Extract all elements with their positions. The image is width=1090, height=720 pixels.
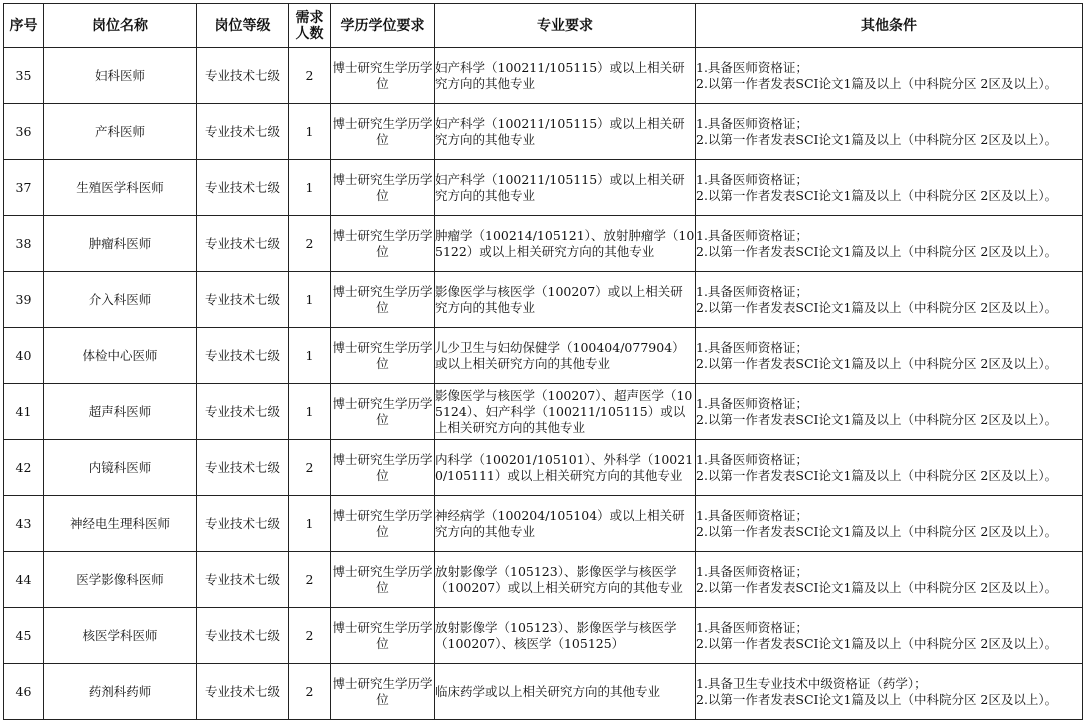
other-condition-2: 2.以第一作者发表SCI论文1篇及以上（中科院分区 2区及以上）。 (696, 411, 1058, 427)
post-name-cell: 内镜科医师 (44, 440, 197, 496)
recruitment-table (3, 3, 1083, 720)
header-other: 其他条件 (696, 4, 1083, 48)
major-cell (435, 160, 696, 216)
major-cell (435, 328, 696, 384)
other-condition-1: 1.具备医师资格证； (696, 507, 808, 523)
major-cell (435, 104, 696, 160)
other-condition-2: 2.以第一作者发表SCI论文1篇及以上（中科院分区 2区及以上）。 (696, 467, 1058, 483)
degree-text: 博士研究生学历学位 (332, 507, 433, 539)
other-condition-1: 1.具备医师资格证； (696, 395, 808, 411)
other-conditions-cell (696, 608, 1083, 664)
post-level-cell: 专业技术七级 (197, 216, 289, 272)
degree-text: 博士研究生学历学位 (332, 59, 433, 91)
table-row (4, 496, 1083, 552)
table-row (4, 608, 1083, 664)
major-cell (435, 272, 696, 328)
header-post-name: 岗位名称 (44, 4, 197, 48)
other-conditions-cell (696, 216, 1083, 272)
other-condition-2: 2.以第一作者发表SCI论文1篇及以上（中科院分区 2区及以上）。 (696, 187, 1058, 203)
major-cell (435, 496, 696, 552)
table-row (4, 384, 1083, 440)
major-text: 妇产科学（100211/105115）或以上相关研究方向的其他专业 (435, 59, 685, 91)
degree-text: 博士研究生学历学位 (332, 283, 433, 315)
other-condition-2: 2.以第一作者发表SCI论文1篇及以上（中科院分区 2区及以上）。 (696, 523, 1058, 539)
other-condition-1: 1.具备医师资格证； (696, 619, 808, 635)
other-conditions-cell (696, 272, 1083, 328)
count-cell: 2 (289, 608, 331, 664)
post-level-cell: 专业技术七级 (197, 48, 289, 104)
post-name-cell: 生殖医学科医师 (44, 160, 197, 216)
degree-cell (331, 328, 435, 384)
major-cell (435, 384, 696, 440)
seq-cell: 43 (4, 496, 44, 552)
degree-cell (331, 216, 435, 272)
degree-text: 博士研究生学历学位 (332, 563, 433, 595)
degree-text: 博士研究生学历学位 (332, 227, 433, 259)
other-conditions-cell (696, 160, 1083, 216)
degree-cell (331, 48, 435, 104)
major-text: 儿少卫生与妇幼保健学（100404/077904）或以上相关研究方向的其他专业 (435, 339, 685, 371)
degree-text: 博士研究生学历学位 (332, 171, 433, 203)
major-text: 影像医学与核医学（100207）、超声医学（105124）、妇产科学（100211/105115）或以上相关研究方向的其他专业 (435, 387, 693, 435)
other-condition-1: 1.具备卫生专业技术中级资格证（药学）； (696, 675, 927, 691)
other-conditions-cell (696, 664, 1083, 720)
degree-text: 博士研究生学历学位 (332, 619, 433, 651)
other-condition-1: 1.具备医师资格证； (696, 115, 808, 131)
other-condition-1: 1.具备医师资格证； (696, 171, 808, 187)
post-name-cell: 妇科医师 (44, 48, 197, 104)
post-level-cell: 专业技术七级 (197, 328, 289, 384)
table-row (4, 104, 1083, 160)
degree-text: 博士研究生学历学位 (332, 339, 433, 371)
seq-cell: 35 (4, 48, 44, 104)
other-condition-2: 2.以第一作者发表SCI论文1篇及以上（中科院分区 2区及以上）。 (696, 131, 1058, 147)
post-name-cell: 神经电生理科医师 (44, 496, 197, 552)
other-condition-1: 1.具备医师资格证； (696, 563, 808, 579)
other-condition-1: 1.具备医师资格证； (696, 451, 808, 467)
other-condition-1: 1.具备医师资格证； (696, 59, 808, 75)
major-cell (435, 552, 696, 608)
post-name-cell: 医学影像科医师 (44, 552, 197, 608)
degree-text: 博士研究生学历学位 (332, 675, 433, 707)
degree-cell (331, 160, 435, 216)
table-row (4, 328, 1083, 384)
other-condition-2: 2.以第一作者发表SCI论文1篇及以上（中科院分区 2区及以上）。 (696, 691, 1058, 707)
other-condition-2: 2.以第一作者发表SCI论文1篇及以上（中科院分区 2区及以上）。 (696, 579, 1058, 595)
post-name-cell: 超声科医师 (44, 384, 197, 440)
other-condition-1: 1.具备医师资格证； (696, 339, 808, 355)
header-count-text: 需求人数 (295, 9, 324, 42)
header-post-level: 岗位等级 (197, 4, 289, 48)
other-conditions-cell (696, 440, 1083, 496)
count-cell: 2 (289, 664, 331, 720)
count-cell: 1 (289, 104, 331, 160)
other-conditions-cell (696, 104, 1083, 160)
post-level-cell: 专业技术七级 (197, 608, 289, 664)
major-text: 放射影像学（105123）、影像医学与核医学（100207）、核医学（105125） (435, 619, 677, 651)
table-row (4, 552, 1083, 608)
post-level-cell: 专业技术七级 (197, 384, 289, 440)
degree-cell (331, 552, 435, 608)
major-cell (435, 48, 696, 104)
post-name-cell: 体检中心医师 (44, 328, 197, 384)
major-text: 神经病学（100204/105104）或以上相关研究方向的其他专业 (435, 507, 685, 539)
header-row (4, 4, 1083, 48)
degree-text: 博士研究生学历学位 (332, 451, 433, 483)
other-conditions-cell (696, 48, 1083, 104)
degree-cell (331, 608, 435, 664)
count-cell: 1 (289, 384, 331, 440)
table-row (4, 440, 1083, 496)
other-condition-1: 1.具备医师资格证； (696, 283, 808, 299)
seq-cell: 36 (4, 104, 44, 160)
table-row (4, 664, 1083, 720)
major-text: 内科学（100201/105101）、外科学（100210/105111）或以上相关研究方向的其他专业 (435, 451, 694, 483)
degree-cell (331, 496, 435, 552)
seq-cell: 45 (4, 608, 44, 664)
other-conditions-cell (696, 552, 1083, 608)
other-condition-2: 2.以第一作者发表SCI论文1篇及以上（中科院分区 2区及以上）。 (696, 355, 1058, 371)
table-row (4, 160, 1083, 216)
count-cell: 1 (289, 272, 331, 328)
degree-cell (331, 384, 435, 440)
seq-cell: 40 (4, 328, 44, 384)
major-text: 妇产科学（100211/105115）或以上相关研究方向的其他专业 (435, 115, 685, 147)
header-seq: 序号 (4, 4, 44, 48)
count-cell: 2 (289, 216, 331, 272)
count-cell: 2 (289, 48, 331, 104)
degree-cell (331, 664, 435, 720)
seq-cell: 38 (4, 216, 44, 272)
post-name-cell: 介入科医师 (44, 272, 197, 328)
seq-cell: 44 (4, 552, 44, 608)
post-level-cell: 专业技术七级 (197, 552, 289, 608)
seq-cell: 41 (4, 384, 44, 440)
seq-cell: 37 (4, 160, 44, 216)
other-conditions-cell (696, 328, 1083, 384)
post-level-cell: 专业技术七级 (197, 272, 289, 328)
major-text: 放射影像学（105123）、影像医学与核医学（100207）或以上相关研究方向的其他专业 (435, 563, 683, 595)
major-text: 临床药学或以上相关研究方向的其他专业 (435, 683, 661, 699)
other-conditions-cell (696, 496, 1083, 552)
count-cell: 1 (289, 328, 331, 384)
table-row (4, 48, 1083, 104)
major-cell (435, 440, 696, 496)
major-cell (435, 664, 696, 720)
degree-text: 博士研究生学历学位 (332, 395, 433, 427)
seq-cell: 46 (4, 664, 44, 720)
header-count (289, 4, 331, 48)
post-name-cell: 药剂科药师 (44, 664, 197, 720)
count-cell: 2 (289, 440, 331, 496)
other-condition-2: 2.以第一作者发表SCI论文1篇及以上（中科院分区 2区及以上）。 (696, 299, 1058, 315)
post-level-cell: 专业技术七级 (197, 160, 289, 216)
degree-cell (331, 272, 435, 328)
count-cell: 1 (289, 160, 331, 216)
header-major: 专业要求 (435, 4, 696, 48)
post-name-cell: 产科医师 (44, 104, 197, 160)
degree-cell (331, 440, 435, 496)
other-condition-2: 2.以第一作者发表SCI论文1篇及以上（中科院分区 2区及以上）。 (696, 75, 1058, 91)
post-level-cell: 专业技术七级 (197, 664, 289, 720)
seq-cell: 42 (4, 440, 44, 496)
post-level-cell: 专业技术七级 (197, 496, 289, 552)
other-conditions-cell (696, 384, 1083, 440)
post-name-cell: 核医学科医师 (44, 608, 197, 664)
major-text: 妇产科学（100211/105115）或以上相关研究方向的其他专业 (435, 171, 685, 203)
table-row (4, 216, 1083, 272)
post-name-cell: 肿瘤科医师 (44, 216, 197, 272)
table-row (4, 272, 1083, 328)
other-condition-1: 1.具备医师资格证； (696, 227, 808, 243)
seq-cell: 39 (4, 272, 44, 328)
major-cell (435, 216, 696, 272)
post-level-cell: 专业技术七级 (197, 104, 289, 160)
post-level-cell: 专业技术七级 (197, 440, 289, 496)
degree-text: 博士研究生学历学位 (332, 115, 433, 147)
header-degree: 学历学位要求 (331, 4, 435, 48)
other-condition-2: 2.以第一作者发表SCI论文1篇及以上（中科院分区 2区及以上）。 (696, 635, 1058, 651)
table-body (4, 48, 1083, 720)
degree-cell (331, 104, 435, 160)
count-cell: 1 (289, 496, 331, 552)
major-text: 肿瘤学（100214/105121）、放射肿瘤学（105122）或以上相关研究方向的其他专业 (435, 227, 695, 259)
count-cell: 2 (289, 552, 331, 608)
major-text: 影像医学与核医学（100207）或以上相关研究方向的其他专业 (435, 283, 683, 315)
major-cell (435, 608, 696, 664)
other-condition-2: 2.以第一作者发表SCI论文1篇及以上（中科院分区 2区及以上）。 (696, 243, 1058, 259)
